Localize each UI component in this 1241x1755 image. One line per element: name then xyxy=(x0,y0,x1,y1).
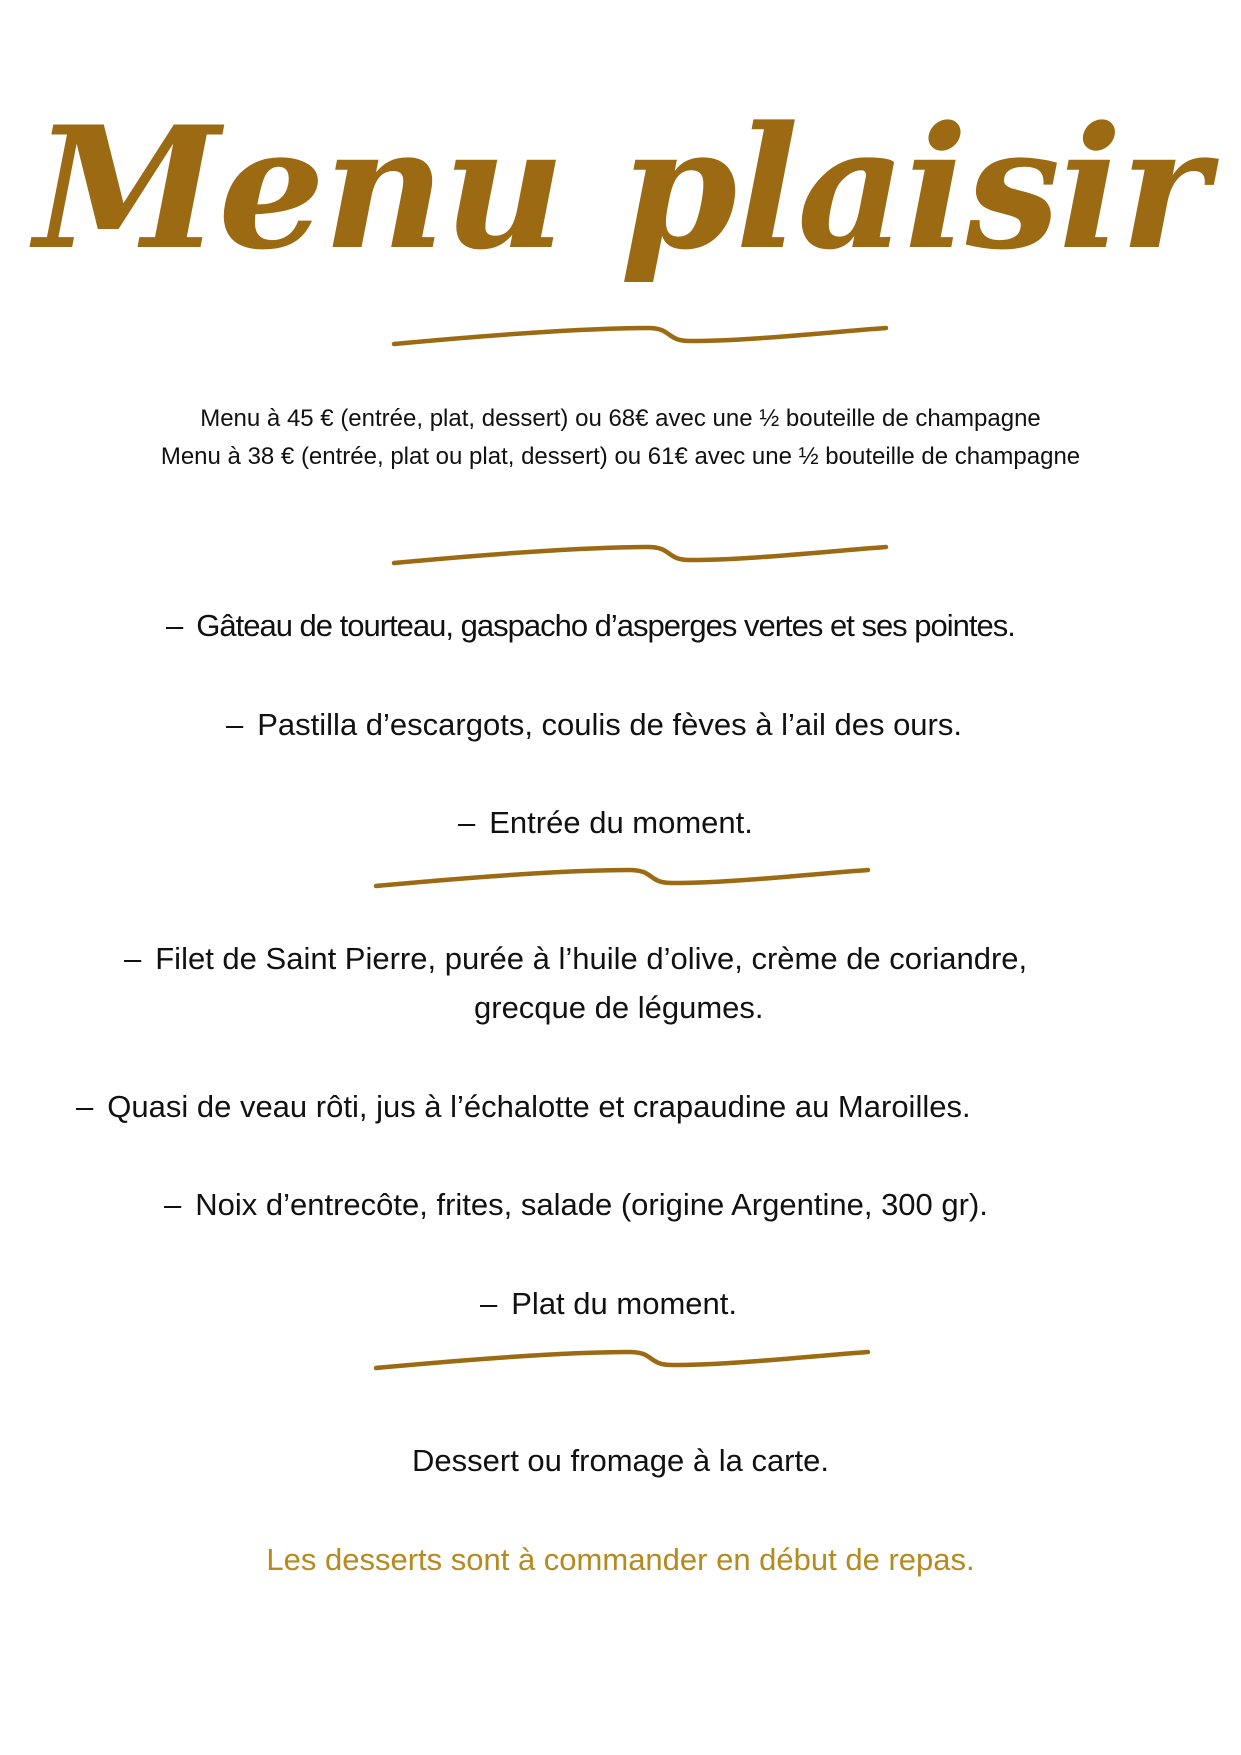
plat-item xyxy=(76,1082,971,1132)
dash: – xyxy=(480,1286,498,1321)
divider-ornament xyxy=(372,860,882,892)
entree-text: Entrée du moment. xyxy=(489,805,753,840)
dash: – xyxy=(458,805,476,840)
plat-text: Noix d’entrecôte, frites, salade (origine Argentine, 300 gr). xyxy=(195,1187,988,1222)
divider-ornament xyxy=(390,537,900,569)
plat-text: Quasi de veau rôti, jus à l’échalotte et crapaudine au Maroilles. xyxy=(107,1089,971,1124)
plat-item xyxy=(480,1279,737,1329)
plat-item-continuation: grecque de légumes. xyxy=(474,990,764,1025)
menu-title: Menu plaisir xyxy=(34,89,1207,287)
dash: – xyxy=(226,707,244,742)
entree-item xyxy=(458,798,753,848)
dash: – xyxy=(124,941,142,976)
dash: – xyxy=(164,1187,182,1222)
dessert-text: Dessert ou fromage à la carte. xyxy=(412,1443,829,1478)
entree-text: Gâteau de tourteau, gaspacho d’asperges vertes et ses pointes. xyxy=(196,608,1015,643)
entree-item xyxy=(166,601,1015,651)
dessert-note: Les desserts sont à commander en début de repas. xyxy=(266,1542,975,1577)
divider-ornament xyxy=(372,1342,882,1374)
entree-item xyxy=(226,700,962,750)
dash: – xyxy=(166,608,183,643)
price-line-45: Menu à 45 € (entrée, plat, dessert) ou 68€ avec une ½ bouteille de champagne xyxy=(200,405,1041,432)
entree-text: Pastilla d’escargots, coulis de fèves à l’ail des ours. xyxy=(257,707,962,742)
price-line-38: Menu à 38 € (entrée, plat ou plat, dessert) ou 61€ avec une ½ bouteille de champagne xyxy=(160,443,1081,470)
plat-item xyxy=(164,1180,988,1230)
plat-text: Plat du moment. xyxy=(511,1286,737,1321)
divider-ornament xyxy=(390,318,900,350)
plat-item xyxy=(124,934,1027,984)
dash: – xyxy=(76,1089,94,1124)
plat-text: Filet de Saint Pierre, purée à l’huile d’olive, crème de coriandre, xyxy=(155,941,1028,976)
